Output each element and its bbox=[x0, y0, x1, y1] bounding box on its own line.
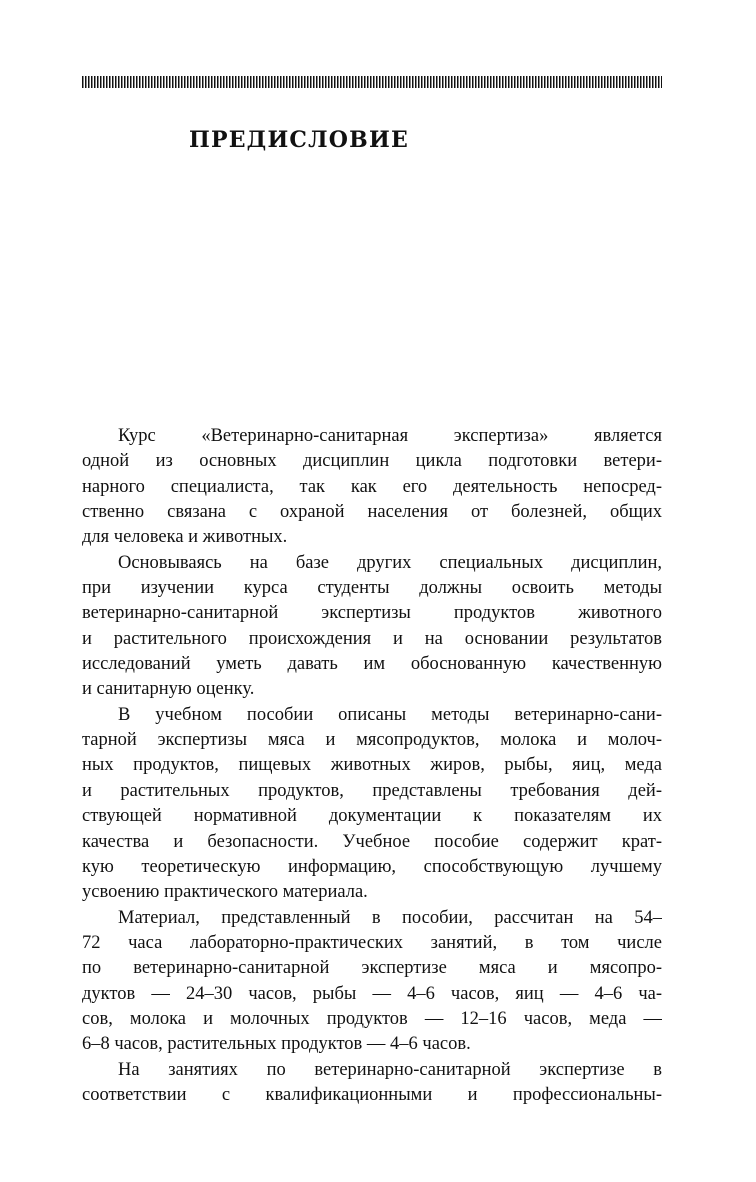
text-line: сов, молока и молочных продуктов — 12–16 часов, меда — bbox=[82, 1008, 662, 1029]
text-line: одной из основных дисциплин цикла подготовки ветери- bbox=[82, 451, 662, 472]
text-line: качества и безопасности. Учебное пособие содержит крат- bbox=[82, 831, 662, 852]
text-line: ствующей нормативной документации к показателям их bbox=[82, 806, 662, 827]
paragraph bbox=[82, 551, 662, 703]
text-line: и растительных продуктов, представлены требования дей- bbox=[82, 780, 662, 801]
text-line: соответствии с квалификационными и профессиональны- bbox=[82, 1084, 662, 1105]
text-line: тарной экспертизы мяса и мясопродуктов, молока и молоч- bbox=[82, 730, 662, 751]
text-line: дуктов — 24–30 часов, рыбы — 4–6 часов, яиц — 4–6 ча- bbox=[82, 983, 662, 1004]
paragraph bbox=[82, 424, 662, 551]
paragraph bbox=[82, 1058, 662, 1109]
text-line: ственно связана с охраной населения от болезней, общих bbox=[82, 502, 662, 523]
text-line: Материал, представленный в пособии, рассчитан на 54– bbox=[118, 907, 662, 928]
page-title: ПРЕДИСЛОВИЕ bbox=[189, 127, 409, 153]
text-line: нарного специалиста, так как его деятельность непосред- bbox=[82, 476, 662, 497]
text-line: и санитарную оценку. bbox=[82, 679, 255, 700]
text-line: усвоению практического материала. bbox=[82, 882, 368, 903]
text-line: Курс «Ветеринарно-санитарная экспертиза» является bbox=[118, 426, 662, 446]
text-line: кую теоретическую информацию, способствующую лучшему bbox=[82, 856, 662, 877]
text-line: Основываясь на базе других специальных дисциплин, bbox=[118, 552, 662, 573]
text-line: и растительного происхождения и на основании результатов bbox=[82, 628, 662, 649]
paragraph bbox=[82, 906, 662, 1058]
text-line: ветеринарно-санитарной экспертизы продуктов животного bbox=[82, 603, 662, 624]
text-line: На занятиях по ветеринарно-санитарной экспертизе в bbox=[118, 1059, 662, 1080]
text-line: исследований уметь давать им обоснованную качественную bbox=[82, 654, 662, 675]
top-decorative-rule bbox=[82, 76, 662, 88]
text-line: 6–8 часов, растительных продуктов — 4–6 часов. bbox=[82, 1034, 471, 1055]
paragraph bbox=[82, 703, 662, 906]
body-text bbox=[82, 424, 662, 1108]
text-line: при изучении курса студенты должны освоить методы bbox=[82, 578, 662, 599]
text-line: ных продуктов, пищевых животных жиров, рыбы, яиц, меда bbox=[82, 755, 662, 776]
text-line: В учебном пособии описаны методы ветеринарно-сани- bbox=[118, 704, 662, 725]
text-line: по ветеринарно-санитарной экспертизе мяса и мясопро- bbox=[82, 958, 662, 979]
text-line: 72 часа лабораторно-практических занятий, в том числе bbox=[82, 932, 662, 953]
text-line: для человека и животных. bbox=[82, 527, 288, 548]
